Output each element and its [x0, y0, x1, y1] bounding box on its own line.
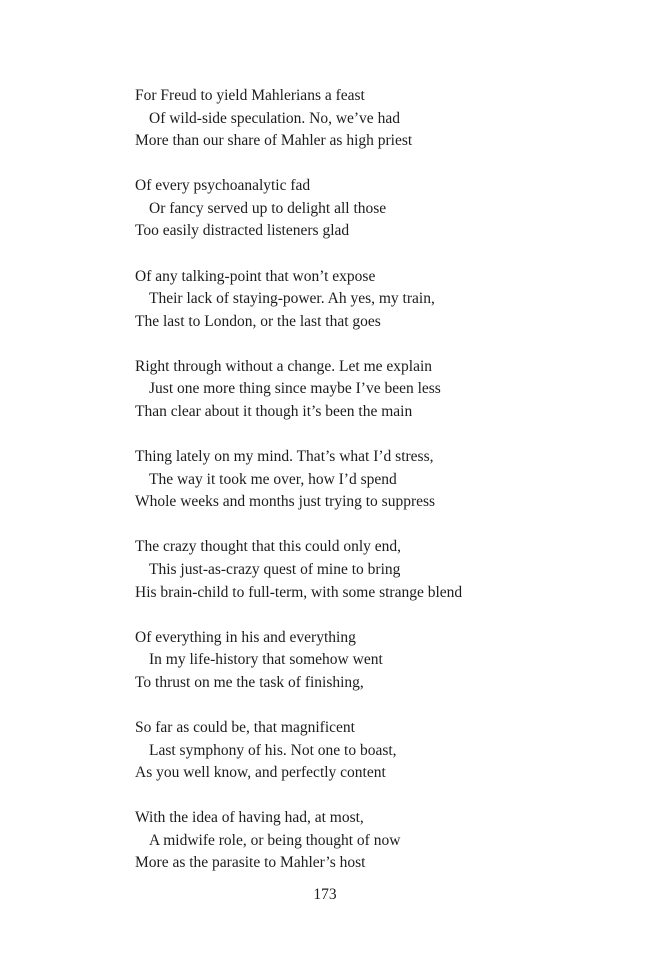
stanza — [135, 807, 615, 875]
poem-line: Of everything in his and everything — [135, 628, 356, 646]
poem-line: Of every psychoanalytic fad — [135, 177, 311, 195]
poem-line: His brain-child to full-term, with some strange blend — [135, 583, 463, 601]
poem-line: To thrust on me the task of finishing, — [135, 673, 364, 691]
poem-line: Whole weeks and months just trying to suppress — [135, 493, 436, 511]
stanza — [135, 717, 615, 785]
poem-line-indented: Or fancy served up to delight all those — [149, 199, 387, 217]
poem-body — [135, 85, 615, 898]
poem-line: So far as could be, that magnificent — [135, 718, 355, 736]
poem-line-indented: Their lack of staying-power. Ah yes, my train, — [149, 290, 435, 308]
stanza — [135, 175, 615, 243]
poem-line: The crazy thought that this could only end, — [135, 538, 402, 556]
poem-line: Than clear about it though it’s been the main — [135, 403, 413, 421]
poem-line: Right through without a change. Let me explain — [135, 357, 433, 375]
poem-line: Thing lately on my mind. That’s what I’d stress, — [135, 448, 434, 466]
poem-line-indented: Last symphony of his. Not one to boast, — [149, 741, 397, 759]
poem-line: With the idea of having had, at most, — [135, 809, 364, 827]
stanza — [135, 356, 615, 424]
poem-line-indented: This just-as-crazy quest of mine to bring — [149, 561, 401, 578]
stanza — [135, 536, 615, 604]
poem-line: More as the parasite to Mahler’s host — [135, 854, 366, 872]
poem-line: Of any talking-point that won’t expose — [135, 267, 376, 285]
poem-line: The last to London, or the last that goes — [135, 312, 381, 330]
poem-line: Too easily distracted listeners glad — [135, 222, 350, 240]
poem-line-indented: The way it took me over, how I’d spend — [149, 470, 397, 488]
stanza — [135, 446, 615, 514]
poem-line-indented: A midwife role, or being thought of now — [149, 831, 401, 849]
poem-line: More than our share of Mahler as high priest — [135, 132, 413, 150]
poem-line-indented: Just one more thing since maybe I’ve been less — [149, 380, 441, 398]
stanza — [135, 266, 615, 334]
stanza — [135, 627, 615, 695]
poem-line: For Freud to yield Mahlerians a feast — [135, 87, 365, 104]
poem-line: As you well know, and perfectly content — [135, 764, 386, 782]
poem-line-indented: Of wild-side speculation. No, we’ve had — [149, 109, 400, 127]
page-number: 173 — [313, 886, 337, 903]
stanza — [135, 85, 615, 153]
poem-line-indented: In my life-history that somehow went — [149, 651, 383, 669]
